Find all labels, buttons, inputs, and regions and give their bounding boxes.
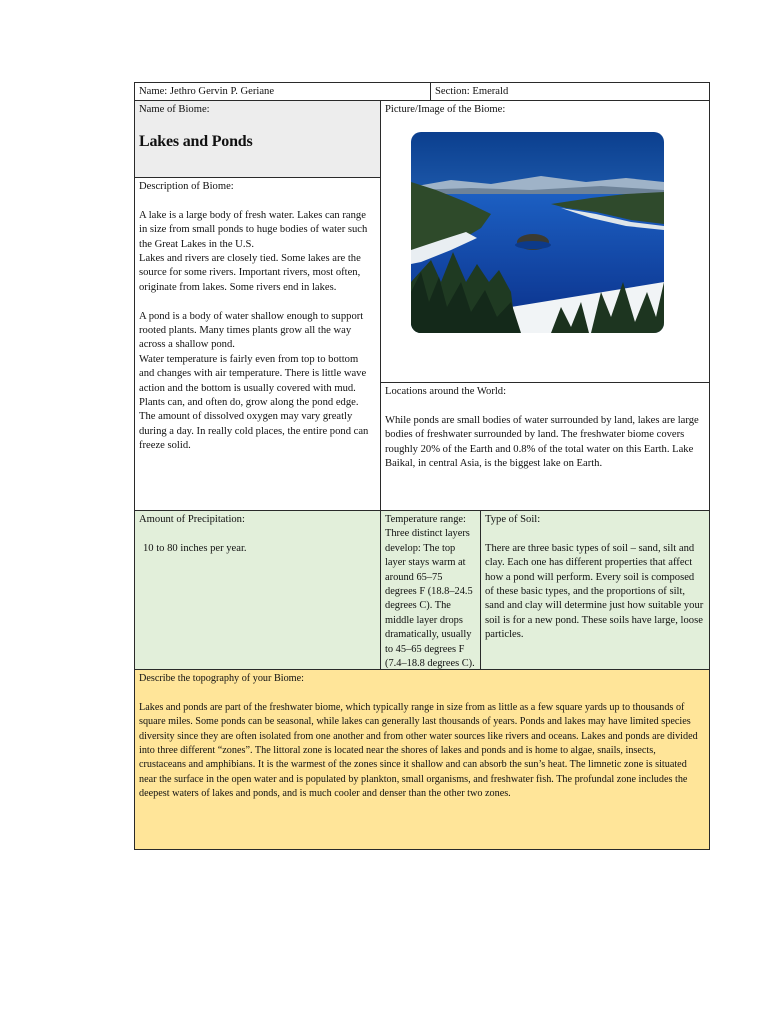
description-paragraph: Lakes and rivers are closely tied. Some lakes are the source for some rivers. Important rivers, most often, originate from lakes. Some rivers end in lakes. (139, 253, 361, 293)
description-paragraph: Water temperature is fairly even from top to bottom and changes with air temperature. There is little wave action and the bottom is usually covered with mud. Plants can, and often do, grow along the pond edge. The amount of dissolved oxygen may vary greatly during a day. In really cold places, the entire pond can freeze solid. (139, 353, 369, 452)
picture-cell (380, 100, 710, 383)
precipitation-cell (134, 510, 381, 670)
soil-cell (480, 510, 710, 670)
topography-text: Lakes and ponds are part of the freshwater biome, which typically range in size from as little as a few square yards up to thousands of square miles. Some ponds can be seasonal, while lakes can generally last thousands of years. Ponds and lakes may have limited species diversity since they are often isolated from one another and from other water sources like rivers and oceans. Lakes and ponds are divided into three different “zones”. The littoral zone is located near the shores of lakes and ponds and is home to algae, snails, insects, crustaceans and amphibians. It is the warmest of the zones since it shallow and can absorb the sun’s heat. The limnetic zone is situated near the surface in the open water and is populated by plankton, small organisms, and freshwater fish. The profundal zone includes the deepest waters of lakes and ponds, and is much cooler and denser than the other two zones. (139, 701, 698, 800)
locations-cell (380, 382, 710, 511)
precipitation-label: Amount of Precipitation: (139, 514, 245, 525)
temperature-cell (380, 510, 481, 670)
topography-cell (134, 669, 710, 850)
section-name: Section: Emerald (435, 86, 509, 97)
soil-label: Type of Soil: (485, 514, 541, 525)
precipitation-value: 10 to 80 inches per year. (143, 542, 247, 554)
lake-photo (411, 132, 664, 333)
biome-name-cell (134, 100, 381, 178)
biome-name-label: Name of Biome: (139, 104, 210, 115)
lake-photo-image (411, 132, 664, 333)
description-paragraph: A lake is a large body of fresh water. Lakes can range in size from small ponds to huge bodies of water such the Great Lakes in the U.S. (139, 209, 368, 250)
description-cell (134, 177, 381, 511)
student-name: Name: Jethro Gervin P. Geriane (139, 86, 275, 97)
description-label: Description of Biome: (139, 181, 234, 192)
soil-text: There are three basic types of soil – sand, silt and clay. Each one has different properties that affect how a pond will perform. Every soil is composed of these basic types, and the proportions of silt, sand and clay will determine just how suitable your soil is for a new pond. These soils have large, loose particles. (485, 542, 704, 641)
temperature-label: Temperature range: (385, 514, 466, 525)
locations-label: Locations around the World: (385, 386, 507, 397)
student-name-cell (134, 82, 431, 101)
topography-label: Describe the topography of your Biome: (139, 673, 304, 684)
picture-label: Picture/Image of the Biome: (385, 104, 506, 115)
biome-worksheet-table (134, 82, 710, 850)
section-cell (430, 82, 710, 101)
locations-text: While ponds are small bodies of water surrounded by land, lakes are large bodies of freshwater surrounded by land. The freshwater biome covers roughly 20% of the Earth and 0.8% of the total water on this Earth. Lake Baikal, in central Asia, is the biggest lake on Earth. (385, 414, 699, 470)
description-paragraph: A pond is a body of water shallow enough to support rooted plants. Many times plants grow all the way across a shallow pond. (139, 310, 364, 351)
temperature-text: Three distinct layers develop: The top layer stays warm at around 65–75 degrees F (18.8–24.5 degrees C). The middle layer drops dramatically, usually to 45–65 degrees F (7.4–18.8 degrees C). (385, 528, 475, 670)
biome-title: Lakes and Ponds (139, 133, 253, 151)
